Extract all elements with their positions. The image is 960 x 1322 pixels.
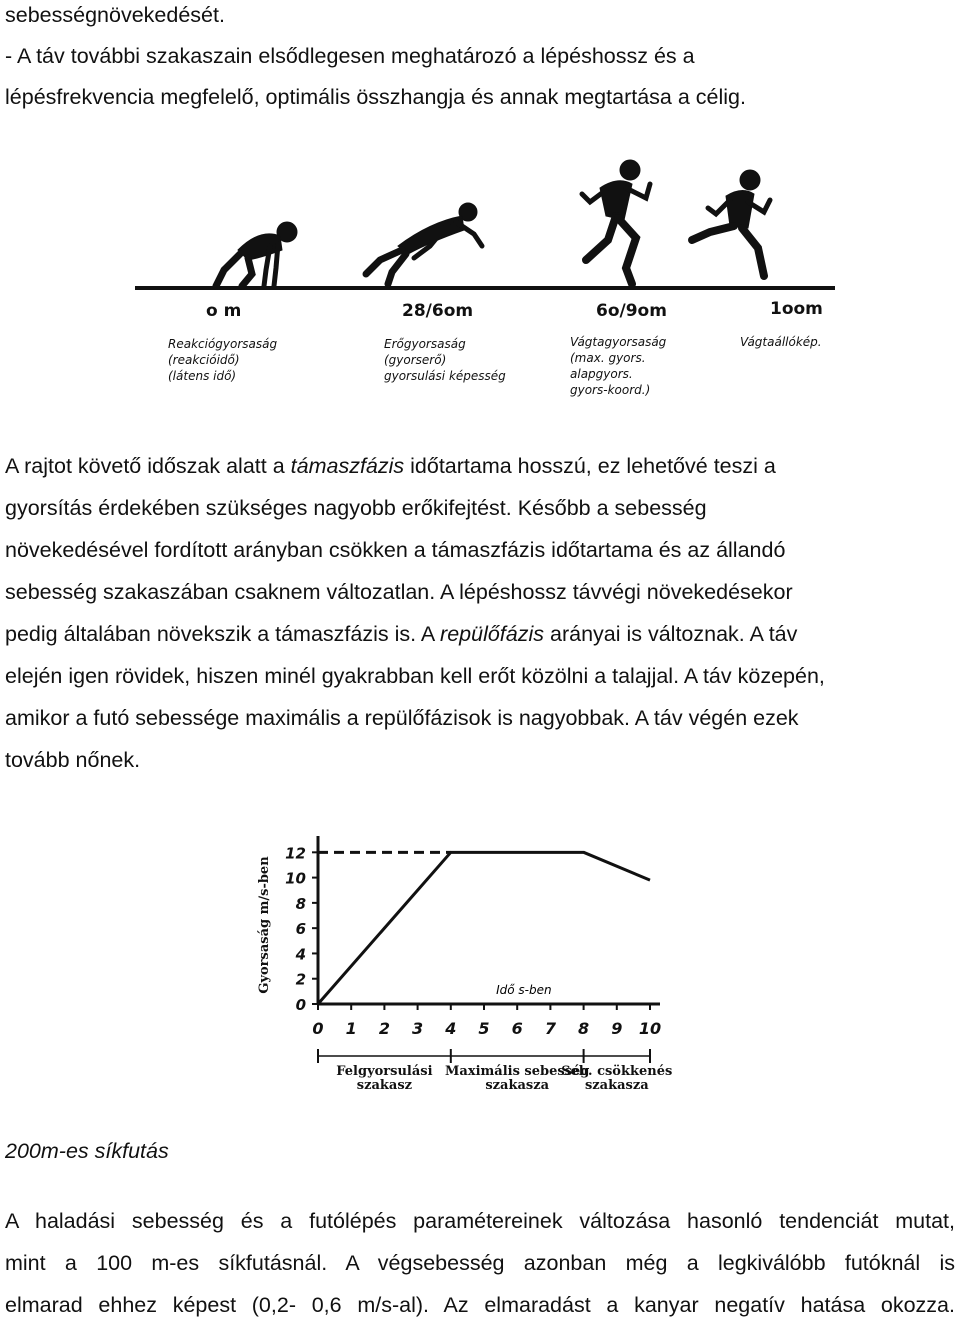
y-tick-label: 8 (295, 894, 306, 913)
para1-line-2: gyorsítás érdekében szükséges nagyobb erőkifejtést. Később a sebesség (5, 496, 707, 520)
y-tick-label: 0 (295, 996, 306, 1014)
phase-label: gyorsulási képesség (384, 369, 506, 383)
x-tick-label: 0 (312, 1019, 324, 1038)
phase-label: Maximális sebesség (445, 1064, 590, 1079)
section-line-1: A haladási sebesség és a futólépés paramétereinek változása hasonló tendenciát mutat, (5, 1209, 955, 1233)
para1-line-6: elején igen rövidek, hiszen minél gyakrabban kell erőt közölni a talajjal. A táv közepén, (5, 664, 825, 688)
intro-line-2: - A táv további szakaszain elsődlegesen meghatározó a lépéshossz és a (5, 44, 695, 68)
section-line-2: mint a 100 m-es síkfutásnál. A végsebesség azonban még a legkiválóbb futóknál is (5, 1251, 955, 1275)
phase-label: szakasza (485, 1078, 550, 1093)
speed-time-chart (240, 820, 720, 1100)
phase-label: gyors-koord.) (570, 383, 651, 397)
x-tick-label: 1 (345, 1019, 357, 1038)
x-tick-label: 10 (638, 1019, 662, 1038)
phase-label: alapgyors. (570, 367, 633, 381)
distance-label: 28/6om (402, 301, 474, 321)
y-tick-label: 6 (295, 920, 306, 939)
sprint-phases-figure (130, 150, 850, 410)
x-tick-label: 4 (445, 1019, 457, 1038)
y-axis-label: Gyorsaság m/s-ben (257, 856, 272, 994)
x-tick-label: 3 (412, 1019, 424, 1038)
para1-line-3: növekedésével fordított arányban csökken a támaszfázis időtartama és az állandó (5, 538, 786, 562)
phase-label: (reakcióidő) (168, 353, 240, 367)
x-axis-label: Idő s-ben (496, 983, 552, 997)
y-tick-label: 4 (295, 945, 306, 964)
x-tick-label: 9 (611, 1019, 623, 1038)
phase-label: szakasza (584, 1078, 649, 1093)
x-tick-label: 2 (378, 1019, 390, 1038)
x-tick-label: 5 (478, 1019, 490, 1038)
y-tick-label: 2 (295, 970, 306, 989)
runner-drive-icon (366, 203, 482, 284)
phase-label: (gyorserő) (384, 353, 447, 367)
phase-label: Seb. csökkenés (561, 1064, 673, 1079)
section-heading: 200m-es síkfutás (5, 1139, 169, 1163)
para1-line-7: amikor a futó sebessége maximális a repülőfázisok is nagyobbak. A táv végén ezek (5, 706, 799, 730)
intro-line-3: lépésfrekvencia megfelelő, optimális összhangja és annak megtartása a célig. (5, 85, 746, 109)
x-tick-label: 6 (511, 1019, 523, 1038)
distance-label: 6o/9om (596, 301, 667, 321)
speed-line (318, 852, 650, 1004)
para1-line-1: A rajtot követő időszak alatt a támaszfázis időtartama hosszú, ez lehetővé teszi a (5, 454, 776, 478)
runner-stride-icon (692, 170, 770, 276)
phase-label: (látens idő) (168, 369, 237, 383)
distance-label: o m (206, 301, 242, 321)
phase-label: Reakciógyorsaság (168, 337, 278, 351)
phase-label: Vágtaállókép. (740, 335, 822, 349)
x-tick-label: 7 (544, 1019, 556, 1038)
section-line-3: elmarad ehhez képest (0,2- 0,6 m/s-al). Az elmaradást a kanyar negatív hatása okozza. (5, 1293, 955, 1317)
phase-label: (max. gyors. (570, 351, 646, 365)
runner-sprint-icon (582, 160, 650, 284)
para1-line-8: tovább nőnek. (5, 748, 141, 772)
phase-label: Erőgyorsaság (384, 337, 466, 351)
y-tick-label: 12 (285, 844, 306, 863)
phase-label: szakasz (356, 1078, 413, 1093)
term-flight-phase: repülőfázis (440, 622, 545, 646)
distance-label: 1oom (770, 299, 823, 319)
intro-line-1: sebességnövekedését. (5, 3, 225, 27)
y-tick-label: 10 (285, 869, 306, 888)
phase-label: Vágtagyorsaság (570, 335, 667, 349)
term-support-phase: támaszfázis (290, 454, 405, 478)
runner-crouch-icon (216, 222, 297, 286)
para1-line-5: pedig általában növekszik a támaszfázis is. A repülőfázis arányai is változnak. A táv (5, 622, 798, 646)
para1-line-4: sebesség szakaszában csaknem változatlan. A lépéshossz távvégi növekedésekor (5, 580, 793, 604)
phase-label: Felgyorsulási (336, 1064, 433, 1079)
x-tick-label: 8 (578, 1019, 590, 1038)
